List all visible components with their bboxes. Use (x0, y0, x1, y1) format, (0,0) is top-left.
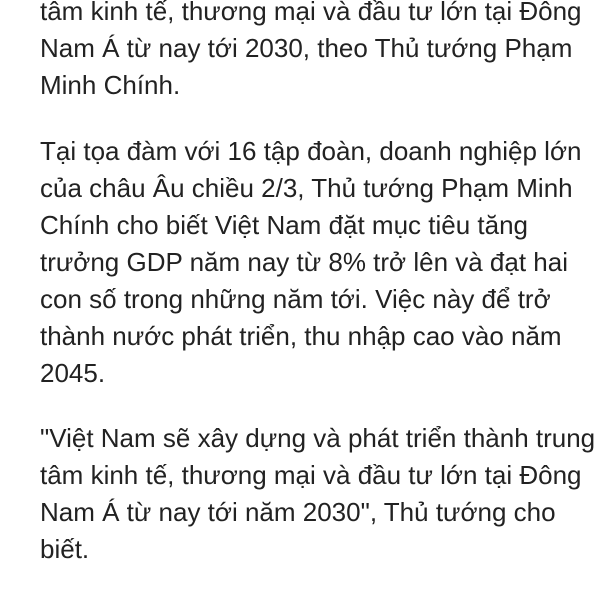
text-line: Tại tọa đàm với 16 tập đoàn, doanh nghiệp lớn (40, 136, 582, 166)
text-line: thành nước phát triển, thu nhập cao vào năm (40, 321, 562, 351)
text-line: "Việt Nam sẽ xây dựng và phát triển thành trung (40, 423, 596, 453)
text-line: Nam Á từ nay tới năm 2030", Thủ tướng cho (40, 497, 556, 527)
text-line: của châu Âu chiều 2/3, Thủ tướng Phạm Minh (40, 173, 573, 203)
text-line: trưởng GDP năm nay từ 8% trở lên và đạt hai (40, 247, 568, 277)
paragraph-2 (40, 133, 580, 392)
text-line: tâm kinh tế, thương mại và đầu tư lớn tại Đông (40, 460, 582, 490)
text-line: Chính cho biết Việt Nam đặt mục tiêu tăng (40, 210, 529, 240)
paragraph-3-quote (40, 420, 596, 568)
text-line: tâm kinh tế, thương mại và đầu tư lớn tại Đông (40, 0, 582, 26)
text-line: Nam Á từ nay tới 2030, theo Thủ tướng Phạm (40, 33, 573, 63)
text-line: biết. (40, 534, 90, 564)
text-line: con số trong những năm tới. Việc này để trở (40, 284, 551, 314)
text-line: 2045. (40, 358, 106, 388)
text-line: Minh Chính. (40, 70, 181, 100)
paragraph-1 (40, 0, 580, 104)
